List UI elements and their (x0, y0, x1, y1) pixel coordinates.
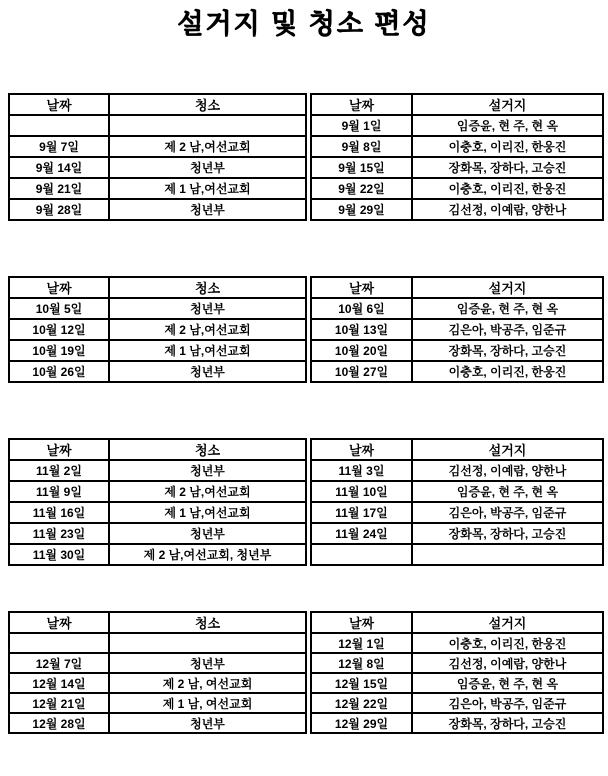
dishwashing-cell: 임증윤, 현 주, 현 옥 (412, 115, 603, 136)
date-cell: 10월 26일 (9, 361, 109, 382)
column-header-date: 날짜 (9, 612, 109, 633)
date-cell: 12월 8일 (311, 653, 412, 673)
cleaning-cell: 청년부 (109, 523, 306, 544)
table-row (9, 199, 306, 220)
date-cell: 11월 3일 (311, 460, 412, 481)
cleaning-table-november (8, 438, 307, 566)
header-row (311, 439, 603, 460)
dishwashing-cell: 이충호, 이리진, 한웅진 (412, 178, 603, 199)
date-cell: 12월 1일 (311, 633, 412, 653)
column-header-cleaning: 청소 (109, 277, 306, 298)
date-cell: 11월 23일 (9, 523, 109, 544)
table-row (311, 481, 603, 502)
dishwashing-table-september (310, 93, 604, 221)
table-row (9, 502, 306, 523)
date-cell: 12월 15일 (311, 673, 412, 693)
date-cell: 11월 10일 (311, 481, 412, 502)
column-header-cleaning: 청소 (109, 612, 306, 633)
dishwashing-cell (412, 544, 603, 565)
header-row (9, 94, 306, 115)
cleaning-cell: 청년부 (109, 157, 306, 178)
table-row (9, 115, 306, 136)
date-cell: 11월 17일 (311, 502, 412, 523)
date-cell: 9월 15일 (311, 157, 412, 178)
table-row (9, 298, 306, 319)
date-cell: 12월 28일 (9, 713, 109, 733)
table-row (311, 693, 603, 713)
cleaning-table-december (8, 611, 307, 734)
cleaning-cell: 청년부 (109, 361, 306, 382)
date-cell: 12월 22일 (311, 693, 412, 713)
date-cell: 9월 14일 (9, 157, 109, 178)
table-row (311, 713, 603, 733)
date-cell (9, 633, 109, 653)
dishwashing-cell: 김선정, 이예람, 양한나 (412, 460, 603, 481)
column-header-dishwashing: 설거지 (412, 94, 603, 115)
column-header-date: 날짜 (9, 277, 109, 298)
month-schedule-section-october (8, 276, 600, 383)
date-cell: 9월 21일 (9, 178, 109, 199)
cleaning-cell: 제 2 남, 여선교회 (109, 673, 306, 693)
table-row (311, 673, 603, 693)
table-row (9, 713, 306, 733)
cleaning-cell: 제 2 남,여선교회 (109, 481, 306, 502)
date-cell: 10월 12일 (9, 319, 109, 340)
dishwashing-cell: 김은아, 박공주, 임준규 (412, 693, 603, 713)
cleaning-cell: 제 2 남,여선교회 (109, 319, 306, 340)
table-row (311, 544, 603, 565)
dishwashing-cell: 김은아, 박공주, 임준규 (412, 502, 603, 523)
cleaning-cell: 청년부 (109, 460, 306, 481)
page-title: 설거지 및 청소 편성 (177, 9, 431, 39)
cleaning-cell: 청년부 (109, 298, 306, 319)
dishwashing-cell: 김선정, 이예람, 양한나 (412, 653, 603, 673)
dishwashing-cell: 장화목, 장하다, 고승진 (412, 523, 603, 544)
table-row (311, 298, 603, 319)
dishwashing-cell: 임증윤, 현 주, 현 옥 (412, 481, 603, 502)
date-cell: 11월 24일 (311, 523, 412, 544)
date-cell: 12월 7일 (9, 653, 109, 673)
table-row (311, 460, 603, 481)
date-cell: 11월 2일 (9, 460, 109, 481)
column-header-dishwashing: 설거지 (412, 277, 603, 298)
date-cell: 11월 16일 (9, 502, 109, 523)
cleaning-cell: 제 1 남, 여선교회 (109, 693, 306, 713)
date-cell: 9월 29일 (311, 199, 412, 220)
cleaning-cell: 청년부 (109, 653, 306, 673)
date-cell: 12월 29일 (311, 713, 412, 733)
table-row (311, 157, 603, 178)
dishwashing-table-october (310, 276, 604, 383)
header-row (311, 94, 603, 115)
date-cell: 10월 13일 (311, 319, 412, 340)
date-cell: 9월 28일 (9, 199, 109, 220)
dishwashing-cell: 이충호, 이리진, 한웅진 (412, 136, 603, 157)
month-schedule-section-november (8, 438, 600, 566)
table-row (9, 673, 306, 693)
date-cell: 12월 21일 (9, 693, 109, 713)
header-row (311, 277, 603, 298)
header-row (9, 439, 306, 460)
dishwashing-cell: 임증윤, 현 주, 현 옥 (412, 298, 603, 319)
dishwashing-cell: 이충호, 이리진, 한웅진 (412, 633, 603, 653)
date-cell: 10월 27일 (311, 361, 412, 382)
table-row (9, 481, 306, 502)
table-row (311, 340, 603, 361)
table-row (9, 361, 306, 382)
table-row (9, 136, 306, 157)
table-row (311, 361, 603, 382)
date-cell: 10월 5일 (9, 298, 109, 319)
column-header-dishwashing: 설거지 (412, 439, 603, 460)
column-header-date: 날짜 (9, 94, 109, 115)
cleaning-table-september (8, 93, 307, 221)
table-row (9, 653, 306, 673)
table-row (311, 653, 603, 673)
dishwashing-table-december (310, 611, 604, 734)
header-row (9, 612, 306, 633)
date-cell (311, 544, 412, 565)
table-row (9, 178, 306, 199)
dishwashing-cell: 장화목, 장하다, 고승진 (412, 340, 603, 361)
cleaning-cell: 제 2 남,여선교회, 청년부 (109, 544, 306, 565)
cleaning-cell: 제 1 남,여선교회 (109, 340, 306, 361)
column-header-date: 날짜 (311, 612, 412, 633)
column-header-cleaning: 청소 (109, 94, 306, 115)
dishwashing-cell: 이충호, 이리진, 한웅진 (412, 361, 603, 382)
table-row (9, 157, 306, 178)
cleaning-cell: 청년부 (109, 199, 306, 220)
date-cell: 11월 30일 (9, 544, 109, 565)
column-header-date: 날짜 (311, 94, 412, 115)
table-row (311, 502, 603, 523)
date-cell: 10월 6일 (311, 298, 412, 319)
table-row (9, 319, 306, 340)
cleaning-cell: 제 1 남,여선교회 (109, 178, 306, 199)
date-cell: 9월 1일 (311, 115, 412, 136)
table-row (9, 633, 306, 653)
cleaning-cell: 제 2 남,여선교회 (109, 136, 306, 157)
header-row (9, 277, 306, 298)
column-header-cleaning: 청소 (109, 439, 306, 460)
cleaning-cell (109, 633, 306, 653)
month-schedule-section-december (8, 611, 600, 734)
cleaning-table-october (8, 276, 307, 383)
column-header-dishwashing: 설거지 (412, 612, 603, 633)
column-header-date: 날짜 (311, 439, 412, 460)
table-row (311, 178, 603, 199)
table-row (9, 693, 306, 713)
cleaning-cell (109, 115, 306, 136)
dishwashing-cell: 장화목, 장하다, 고승진 (412, 157, 603, 178)
dishwashing-cell: 김선정, 이예람, 양한나 (412, 199, 603, 220)
table-row (311, 199, 603, 220)
date-cell: 9월 7일 (9, 136, 109, 157)
dishwashing-cell: 임증윤, 현 주, 현 옥 (412, 673, 603, 693)
schedule-tables (0, 93, 608, 734)
table-row (311, 523, 603, 544)
cleaning-cell: 청년부 (109, 713, 306, 733)
dishwashing-table-november (310, 438, 604, 566)
date-cell: 9월 22일 (311, 178, 412, 199)
table-row (311, 136, 603, 157)
column-header-date: 날짜 (311, 277, 412, 298)
date-cell (9, 115, 109, 136)
header-row (311, 612, 603, 633)
month-schedule-section-september (8, 93, 600, 221)
date-cell: 9월 8일 (311, 136, 412, 157)
table-row (9, 544, 306, 565)
column-header-date: 날짜 (9, 439, 109, 460)
cleaning-cell: 제 1 남,여선교회 (109, 502, 306, 523)
date-cell: 11월 9일 (9, 481, 109, 502)
table-row (9, 460, 306, 481)
table-row (311, 319, 603, 340)
dishwashing-cell: 김은아, 박공주, 임준규 (412, 319, 603, 340)
date-cell: 10월 20일 (311, 340, 412, 361)
table-row (311, 633, 603, 653)
table-row (9, 523, 306, 544)
date-cell: 12월 14일 (9, 673, 109, 693)
dishwashing-cell: 장화목, 장하다, 고승진 (412, 713, 603, 733)
table-row (9, 340, 306, 361)
date-cell: 10월 19일 (9, 340, 109, 361)
table-row (311, 115, 603, 136)
